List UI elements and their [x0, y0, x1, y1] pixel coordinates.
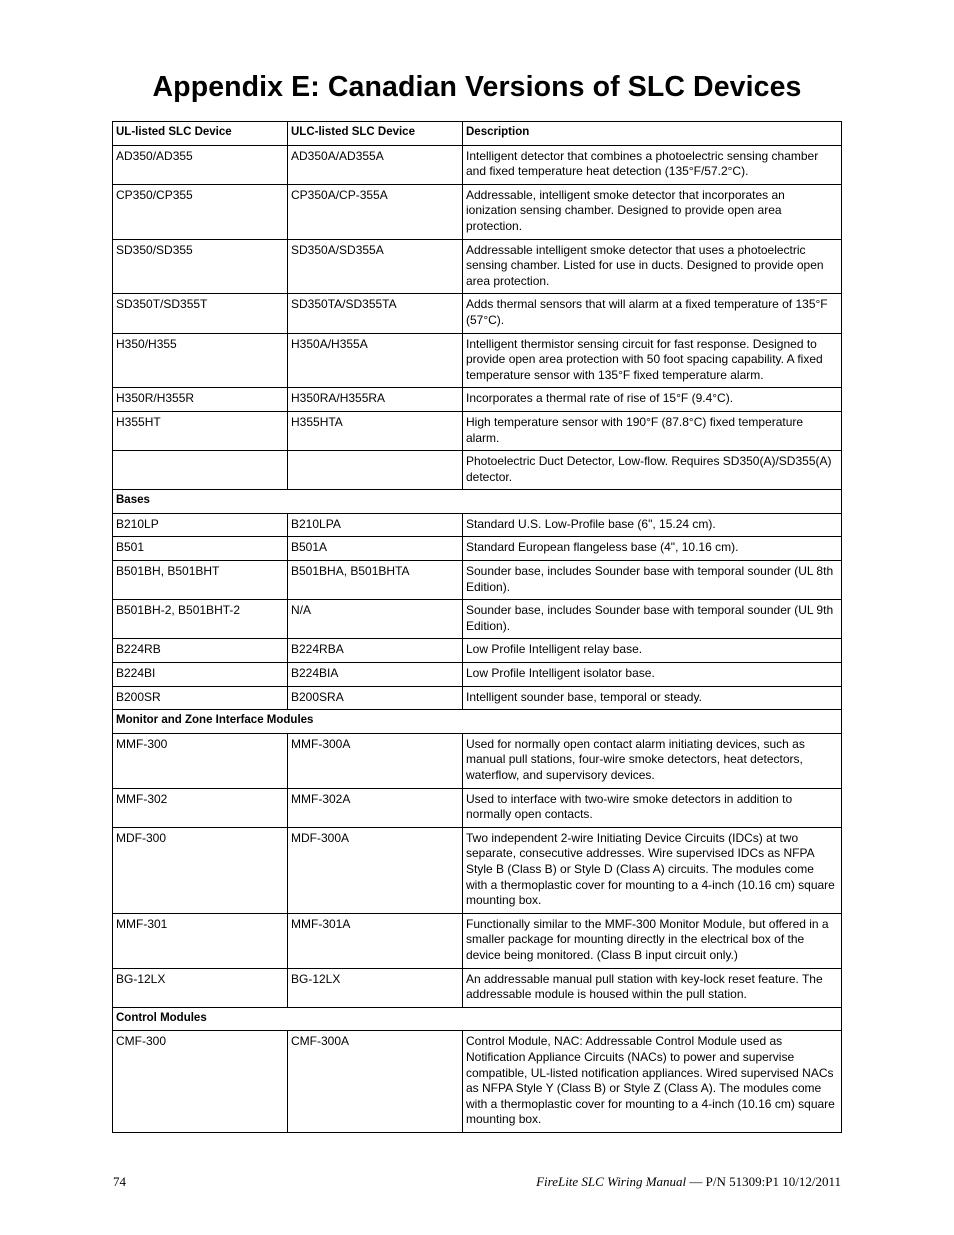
table-row: [113, 333, 842, 388]
table-row: [113, 600, 842, 639]
ulc-device-cell: AD350A/AD355A: [288, 145, 463, 184]
ulc-device-cell: B224RBA: [288, 639, 463, 663]
ul-device-cell: BG-12LX: [113, 968, 288, 1007]
manual-title: FireLite SLC Wiring Manual: [536, 1174, 687, 1189]
description-cell: Intelligent detector that combines a photoelectric sensing chamber and fixed temperature heat detection (135°F/57.2°C).: [463, 145, 842, 184]
description-cell: Sounder base, includes Sounder base with temporal sounder (UL 8th Edition).: [463, 561, 842, 600]
description-cell: Low Profile Intelligent relay base.: [463, 639, 842, 663]
table-row: [113, 451, 842, 490]
ul-device-cell: MMF-302: [113, 788, 288, 827]
description-cell: Control Module, NAC: Addressable Control Module used as Notification Appliance Circuits (NACs) to power and supervise compatible, UL-listed notification appliances. Wired supervised NACs as NFPA Style Y (Class B) or Style Z (Class A). The modules come with a thermoplastic cover for mounting to a 4-inch (10.16 cm) square mounting box.: [463, 1031, 842, 1133]
table-row: [113, 537, 842, 561]
ul-device-cell: B224RB: [113, 639, 288, 663]
ulc-device-cell: N/A: [288, 600, 463, 639]
section-row: [113, 490, 842, 514]
table-row: [113, 663, 842, 687]
description-cell: Incorporates a thermal rate of rise of 15°F (9.4°C).: [463, 388, 842, 412]
section-row: [113, 1007, 842, 1031]
description-cell: An addressable manual pull station with key-lock reset feature. The addressable module is housed within the pull station.: [463, 968, 842, 1007]
table-row: [113, 968, 842, 1007]
section-heading: Control Modules: [113, 1007, 842, 1031]
ulc-device-cell: B200SRA: [288, 686, 463, 710]
ulc-device-cell: B501A: [288, 537, 463, 561]
description-cell: Photoelectric Duct Detector, Low-flow. Requires SD350(A)/SD355(A) detector.: [463, 451, 842, 490]
ul-device-cell: B224BI: [113, 663, 288, 687]
ulc-device-cell: H350A/H355A: [288, 333, 463, 388]
ulc-device-cell: SD350A/SD355A: [288, 239, 463, 294]
ulc-device-cell: MMF-302A: [288, 788, 463, 827]
table-row: [113, 788, 842, 827]
ul-device-cell: SD350/SD355: [113, 239, 288, 294]
description-cell: Intelligent thermistor sensing circuit for fast response. Designed to provide open area protection with 50 foot spacing capability. A fixed temperature sensor with 135°F fixed temperature alarm.: [463, 333, 842, 388]
description-cell: Functionally similar to the MMF-300 Monitor Module, but offered in a smaller package for mounting directly in the electrical box of the device being monitored. (Class B input circuit only.): [463, 913, 842, 968]
table-row: [113, 686, 842, 710]
table-row: [113, 411, 842, 450]
table-row: [113, 145, 842, 184]
description-cell: Addressable, intelligent smoke detector that incorporates an ionization sensing chamber. Designed to provide open area protection.: [463, 184, 842, 239]
ulc-device-cell: B210LPA: [288, 513, 463, 537]
ul-device-cell: B210LP: [113, 513, 288, 537]
ul-device-cell: B200SR: [113, 686, 288, 710]
ulc-device-cell: [288, 451, 463, 490]
description-cell: Used for normally open contact alarm initiating devices, such as manual pull stations, four-wire smoke detectors, heat detectors, waterflow, and supervisory devices.: [463, 733, 842, 788]
ul-device-cell: MMF-300: [113, 733, 288, 788]
description-cell: Addressable intelligent smoke detector that uses a photoelectric sensing chamber. Listed for use in ducts. Designed to provide open area protection.: [463, 239, 842, 294]
ul-device-cell: H355HT: [113, 411, 288, 450]
ulc-device-cell: MDF-300A: [288, 827, 463, 913]
ul-device-cell: B501BH-2, B501BHT-2: [113, 600, 288, 639]
table-row: [113, 827, 842, 913]
description-cell: Standard U.S. Low-Profile base (6", 15.24 cm).: [463, 513, 842, 537]
table-row: [113, 184, 842, 239]
ul-device-cell: [113, 451, 288, 490]
description-cell: Two independent 2-wire Initiating Device Circuits (IDCs) at two separate, consecutive addresses. Wire supervised IDCs as NFPA Style B (Class B) or Style D (Class A) circuits. The modules come with a thermoplastic cover for mounting to a 4-inch (10.16 cm) square mounting box.: [463, 827, 842, 913]
ul-device-cell: MMF-301: [113, 913, 288, 968]
section-row: [113, 710, 842, 734]
table-row: [113, 388, 842, 412]
table-row: [113, 561, 842, 600]
ul-device-cell: B501: [113, 537, 288, 561]
ulc-device-cell: MMF-301A: [288, 913, 463, 968]
ulc-device-cell: CP350A/CP-355A: [288, 184, 463, 239]
section-heading: Monitor and Zone Interface Modules: [113, 710, 842, 734]
table-header-row: [113, 122, 842, 146]
table-row: [113, 733, 842, 788]
manual-part-number: — P/N 51309:P1 10/12/2011: [686, 1174, 841, 1189]
ul-device-cell: H350R/H355R: [113, 388, 288, 412]
ul-device-cell: MDF-300: [113, 827, 288, 913]
page-number: 74: [113, 1174, 126, 1189]
table-row: [113, 294, 842, 333]
description-cell: Standard European flangeless base (4", 10.16 cm).: [463, 537, 842, 561]
table-row: [113, 239, 842, 294]
section-heading: Bases: [113, 490, 842, 514]
description-cell: Intelligent sounder base, temporal or steady.: [463, 686, 842, 710]
ul-device-cell: CMF-300: [113, 1031, 288, 1133]
ulc-device-cell: MMF-300A: [288, 733, 463, 788]
ulc-device-cell: CMF-300A: [288, 1031, 463, 1133]
ulc-device-cell: B224BIA: [288, 663, 463, 687]
description-cell: Used to interface with two-wire smoke detectors in addition to normally open contacts.: [463, 788, 842, 827]
ul-device-cell: B501BH, B501BHT: [113, 561, 288, 600]
ulc-device-cell: H350RA/H355RA: [288, 388, 463, 412]
header-description: Description: [463, 122, 842, 146]
header-ul-device: UL-listed SLC Device: [113, 122, 288, 146]
page-title: Appendix E: Canadian Versions of SLC Devices: [152, 71, 802, 103]
device-table: [112, 121, 842, 1133]
description-cell: Low Profile Intelligent isolator base.: [463, 663, 842, 687]
description-cell: Adds thermal sensors that will alarm at a fixed temperature of 135°F (57°C).: [463, 294, 842, 333]
ulc-device-cell: B501BHA, B501BHTA: [288, 561, 463, 600]
ulc-device-cell: BG-12LX: [288, 968, 463, 1007]
table-row: [113, 913, 842, 968]
ulc-device-cell: SD350TA/SD355TA: [288, 294, 463, 333]
ul-device-cell: SD350T/SD355T: [113, 294, 288, 333]
manual-reference: [536, 1174, 841, 1190]
description-cell: High temperature sensor with 190°F (87.8°C) fixed temperature alarm.: [463, 411, 842, 450]
header-ulc-device: ULC-listed SLC Device: [288, 122, 463, 146]
table-row: [113, 1031, 842, 1133]
description-cell: Sounder base, includes Sounder base with temporal sounder (UL 9th Edition).: [463, 600, 842, 639]
ul-device-cell: CP350/CP355: [113, 184, 288, 239]
ul-device-cell: AD350/AD355: [113, 145, 288, 184]
table-row: [113, 639, 842, 663]
ul-device-cell: H350/H355: [113, 333, 288, 388]
ulc-device-cell: H355HTA: [288, 411, 463, 450]
table-row: [113, 513, 842, 537]
